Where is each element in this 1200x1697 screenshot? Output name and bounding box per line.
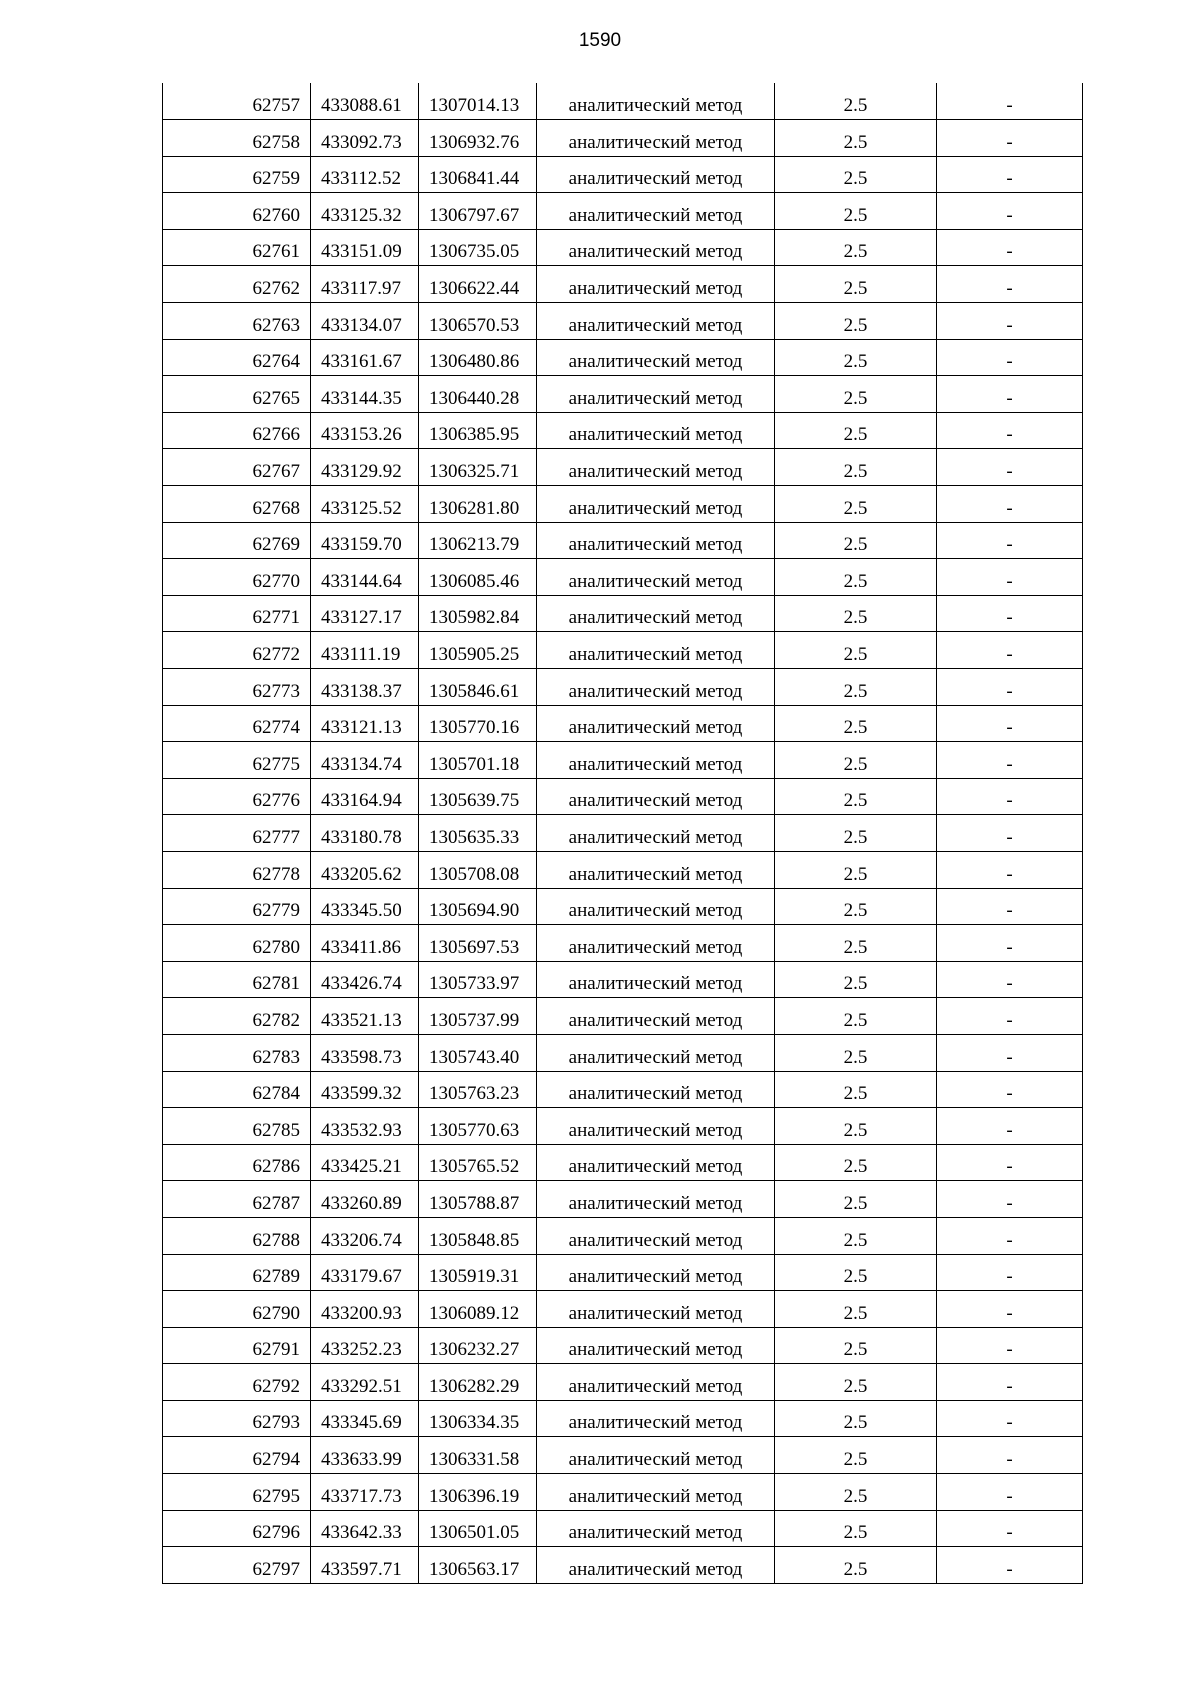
note-cell: -	[937, 1364, 1083, 1401]
note-cell: -	[937, 778, 1083, 815]
accuracy-cell: 2.5	[775, 559, 937, 596]
x-coordinate-cell: 433144.64	[311, 559, 419, 596]
table-row	[163, 998, 1083, 1035]
note-cell: -	[937, 522, 1083, 559]
y-coordinate-cell: 1306089.12	[419, 1291, 537, 1328]
accuracy-cell: 2.5	[775, 1364, 937, 1401]
accuracy-cell: 2.5	[775, 1217, 937, 1254]
table-row	[163, 815, 1083, 852]
point-number-cell: 62771	[163, 595, 311, 632]
accuracy-cell: 2.5	[775, 486, 937, 523]
x-coordinate-cell: 433161.67	[311, 339, 419, 376]
x-coordinate-cell: 433260.89	[311, 1181, 419, 1218]
x-coordinate-cell: 433521.13	[311, 998, 419, 1035]
x-coordinate-cell: 433200.93	[311, 1291, 419, 1328]
note-cell: -	[937, 449, 1083, 486]
note-cell: -	[937, 1437, 1083, 1474]
y-coordinate-cell: 1305846.61	[419, 669, 537, 706]
x-coordinate-cell: 433252.23	[311, 1327, 419, 1364]
y-coordinate-cell: 1306232.27	[419, 1327, 537, 1364]
x-coordinate-cell: 433134.07	[311, 303, 419, 340]
accuracy-cell: 2.5	[775, 1510, 937, 1547]
method-cell: аналитический метод	[537, 705, 775, 742]
accuracy-cell: 2.5	[775, 1547, 937, 1584]
method-cell: аналитический метод	[537, 193, 775, 230]
point-number-cell: 62779	[163, 888, 311, 925]
method-cell: аналитический метод	[537, 1327, 775, 1364]
accuracy-cell: 2.5	[775, 778, 937, 815]
table-row	[163, 83, 1083, 120]
accuracy-cell: 2.5	[775, 193, 937, 230]
table-row	[163, 339, 1083, 376]
table-row	[163, 1071, 1083, 1108]
y-coordinate-cell: 1307014.13	[419, 83, 537, 120]
point-number-cell: 62765	[163, 376, 311, 413]
method-cell: аналитический метод	[537, 156, 775, 193]
x-coordinate-cell: 433134.74	[311, 742, 419, 779]
table-row	[163, 486, 1083, 523]
y-coordinate-cell: 1305737.99	[419, 998, 537, 1035]
y-coordinate-cell: 1306385.95	[419, 412, 537, 449]
y-coordinate-cell: 1305770.63	[419, 1108, 537, 1145]
accuracy-cell: 2.5	[775, 851, 937, 888]
accuracy-cell: 2.5	[775, 266, 937, 303]
y-coordinate-cell: 1306932.76	[419, 120, 537, 157]
y-coordinate-cell: 1306325.71	[419, 449, 537, 486]
table-row	[163, 1474, 1083, 1511]
x-coordinate-cell: 433345.69	[311, 1400, 419, 1437]
method-cell: аналитический метод	[537, 559, 775, 596]
page-number: 1590	[578, 30, 622, 51]
note-cell: -	[937, 1400, 1083, 1437]
accuracy-cell: 2.5	[775, 1254, 937, 1291]
table-row	[163, 669, 1083, 706]
accuracy-cell: 2.5	[775, 83, 937, 120]
y-coordinate-cell: 1306480.86	[419, 339, 537, 376]
method-cell: аналитический метод	[537, 1217, 775, 1254]
table-row	[163, 266, 1083, 303]
y-coordinate-cell: 1306563.17	[419, 1547, 537, 1584]
note-cell: -	[937, 888, 1083, 925]
x-coordinate-cell: 433125.52	[311, 486, 419, 523]
point-number-cell: 62757	[163, 83, 311, 120]
note-cell: -	[937, 1254, 1083, 1291]
method-cell: аналитический метод	[537, 815, 775, 852]
note-cell: -	[937, 851, 1083, 888]
y-coordinate-cell: 1305788.87	[419, 1181, 537, 1218]
method-cell: аналитический метод	[537, 1071, 775, 1108]
y-coordinate-cell: 1306331.58	[419, 1437, 537, 1474]
point-number-cell: 62794	[163, 1437, 311, 1474]
x-coordinate-cell: 433125.32	[311, 193, 419, 230]
table-row	[163, 1364, 1083, 1401]
note-cell: -	[937, 1547, 1083, 1584]
table-row	[163, 595, 1083, 632]
accuracy-cell: 2.5	[775, 522, 937, 559]
point-number-cell: 62774	[163, 705, 311, 742]
method-cell: аналитический метод	[537, 1108, 775, 1145]
point-number-cell: 62766	[163, 412, 311, 449]
accuracy-cell: 2.5	[775, 229, 937, 266]
table-row	[163, 1327, 1083, 1364]
accuracy-cell: 2.5	[775, 742, 937, 779]
method-cell: аналитический метод	[537, 449, 775, 486]
x-coordinate-cell: 433111.19	[311, 632, 419, 669]
method-cell: аналитический метод	[537, 266, 775, 303]
y-coordinate-cell: 1305982.84	[419, 595, 537, 632]
x-coordinate-cell: 433426.74	[311, 961, 419, 998]
y-coordinate-cell: 1305694.90	[419, 888, 537, 925]
x-coordinate-cell: 433144.35	[311, 376, 419, 413]
x-coordinate-cell: 433180.78	[311, 815, 419, 852]
method-cell: аналитический метод	[537, 742, 775, 779]
x-coordinate-cell: 433642.33	[311, 1510, 419, 1547]
table-row	[163, 1510, 1083, 1547]
table-row	[163, 559, 1083, 596]
note-cell: -	[937, 961, 1083, 998]
method-cell: аналитический метод	[537, 1364, 775, 1401]
method-cell: аналитический метод	[537, 1034, 775, 1071]
accuracy-cell: 2.5	[775, 888, 937, 925]
accuracy-cell: 2.5	[775, 1181, 937, 1218]
note-cell: -	[937, 998, 1083, 1035]
x-coordinate-cell: 433117.97	[311, 266, 419, 303]
y-coordinate-cell: 1306282.29	[419, 1364, 537, 1401]
method-cell: аналитический метод	[537, 1510, 775, 1547]
point-number-cell: 62790	[163, 1291, 311, 1328]
x-coordinate-cell: 433112.52	[311, 156, 419, 193]
table-row	[163, 193, 1083, 230]
note-cell: -	[937, 669, 1083, 706]
point-number-cell: 62760	[163, 193, 311, 230]
table-row	[163, 1437, 1083, 1474]
x-coordinate-cell: 433129.92	[311, 449, 419, 486]
note-cell: -	[937, 120, 1083, 157]
accuracy-cell: 2.5	[775, 705, 937, 742]
point-number-cell: 62777	[163, 815, 311, 852]
point-number-cell: 62787	[163, 1181, 311, 1218]
method-cell: аналитический метод	[537, 303, 775, 340]
note-cell: -	[937, 705, 1083, 742]
y-coordinate-cell: 1306570.53	[419, 303, 537, 340]
x-coordinate-cell: 433345.50	[311, 888, 419, 925]
point-number-cell: 62761	[163, 229, 311, 266]
accuracy-cell: 2.5	[775, 1400, 937, 1437]
point-number-cell: 62767	[163, 449, 311, 486]
table-row	[163, 120, 1083, 157]
table-row	[163, 1291, 1083, 1328]
method-cell: аналитический метод	[537, 229, 775, 266]
point-number-cell: 62789	[163, 1254, 311, 1291]
table-row	[163, 522, 1083, 559]
y-coordinate-cell: 1306622.44	[419, 266, 537, 303]
method-cell: аналитический метод	[537, 632, 775, 669]
point-number-cell: 62770	[163, 559, 311, 596]
table-row	[163, 1181, 1083, 1218]
method-cell: аналитический метод	[537, 1437, 775, 1474]
accuracy-cell: 2.5	[775, 998, 937, 1035]
accuracy-cell: 2.5	[775, 156, 937, 193]
method-cell: аналитический метод	[537, 1400, 775, 1437]
table-row	[163, 376, 1083, 413]
method-cell: аналитический метод	[537, 669, 775, 706]
note-cell: -	[937, 1034, 1083, 1071]
note-cell: -	[937, 1071, 1083, 1108]
point-number-cell: 62776	[163, 778, 311, 815]
point-number-cell: 62782	[163, 998, 311, 1035]
accuracy-cell: 2.5	[775, 1327, 937, 1364]
accuracy-cell: 2.5	[775, 1071, 937, 1108]
table-row	[163, 412, 1083, 449]
y-coordinate-cell: 1306841.44	[419, 156, 537, 193]
x-coordinate-cell: 433092.73	[311, 120, 419, 157]
y-coordinate-cell: 1305697.53	[419, 925, 537, 962]
table-row	[163, 1217, 1083, 1254]
point-number-cell: 62785	[163, 1108, 311, 1145]
point-number-cell: 62784	[163, 1071, 311, 1108]
point-number-cell: 62780	[163, 925, 311, 962]
note-cell: -	[937, 1181, 1083, 1218]
note-cell: -	[937, 229, 1083, 266]
note-cell: -	[937, 376, 1083, 413]
y-coordinate-cell: 1305743.40	[419, 1034, 537, 1071]
accuracy-cell: 2.5	[775, 1108, 937, 1145]
accuracy-cell: 2.5	[775, 632, 937, 669]
note-cell: -	[937, 559, 1083, 596]
x-coordinate-cell: 433153.26	[311, 412, 419, 449]
point-number-cell: 62769	[163, 522, 311, 559]
accuracy-cell: 2.5	[775, 412, 937, 449]
note-cell: -	[937, 339, 1083, 376]
note-cell: -	[937, 1291, 1083, 1328]
x-coordinate-cell: 433206.74	[311, 1217, 419, 1254]
method-cell: аналитический метод	[537, 120, 775, 157]
y-coordinate-cell: 1306334.35	[419, 1400, 537, 1437]
point-number-cell: 62797	[163, 1547, 311, 1584]
x-coordinate-cell: 433159.70	[311, 522, 419, 559]
point-number-cell: 62791	[163, 1327, 311, 1364]
note-cell: -	[937, 1144, 1083, 1181]
point-number-cell: 62773	[163, 669, 311, 706]
y-coordinate-cell: 1306281.80	[419, 486, 537, 523]
y-coordinate-cell: 1306735.05	[419, 229, 537, 266]
method-cell: аналитический метод	[537, 412, 775, 449]
x-coordinate-cell: 433411.86	[311, 925, 419, 962]
accuracy-cell: 2.5	[775, 1291, 937, 1328]
note-cell: -	[937, 303, 1083, 340]
accuracy-cell: 2.5	[775, 669, 937, 706]
accuracy-cell: 2.5	[775, 1144, 937, 1181]
table-row	[163, 851, 1083, 888]
x-coordinate-cell: 433425.21	[311, 1144, 419, 1181]
accuracy-cell: 2.5	[775, 120, 937, 157]
point-number-cell: 62775	[163, 742, 311, 779]
point-number-cell: 62795	[163, 1474, 311, 1511]
method-cell: аналитический метод	[537, 486, 775, 523]
table-row	[163, 229, 1083, 266]
note-cell: -	[937, 815, 1083, 852]
point-number-cell: 62796	[163, 1510, 311, 1547]
y-coordinate-cell: 1306396.19	[419, 1474, 537, 1511]
x-coordinate-cell: 433292.51	[311, 1364, 419, 1401]
method-cell: аналитический метод	[537, 1474, 775, 1511]
y-coordinate-cell: 1305763.23	[419, 1071, 537, 1108]
note-cell: -	[937, 486, 1083, 523]
table-row	[163, 449, 1083, 486]
point-number-cell: 62764	[163, 339, 311, 376]
point-number-cell: 62788	[163, 1217, 311, 1254]
note-cell: -	[937, 266, 1083, 303]
y-coordinate-cell: 1305765.52	[419, 1144, 537, 1181]
method-cell: аналитический метод	[537, 339, 775, 376]
point-number-cell: 62793	[163, 1400, 311, 1437]
note-cell: -	[937, 925, 1083, 962]
table-row	[163, 303, 1083, 340]
table-row	[163, 1144, 1083, 1181]
y-coordinate-cell: 1305905.25	[419, 632, 537, 669]
method-cell: аналитический метод	[537, 961, 775, 998]
method-cell: аналитический метод	[537, 83, 775, 120]
coordinates-table	[162, 83, 1083, 1584]
method-cell: аналитический метод	[537, 1144, 775, 1181]
accuracy-cell: 2.5	[775, 303, 937, 340]
y-coordinate-cell: 1306797.67	[419, 193, 537, 230]
y-coordinate-cell: 1305919.31	[419, 1254, 537, 1291]
table-row	[163, 742, 1083, 779]
note-cell: -	[937, 595, 1083, 632]
y-coordinate-cell: 1305701.18	[419, 742, 537, 779]
table-row	[163, 961, 1083, 998]
method-cell: аналитический метод	[537, 1547, 775, 1584]
method-cell: аналитический метод	[537, 595, 775, 632]
accuracy-cell: 2.5	[775, 376, 937, 413]
x-coordinate-cell: 433597.71	[311, 1547, 419, 1584]
y-coordinate-cell: 1305848.85	[419, 1217, 537, 1254]
x-coordinate-cell: 433088.61	[311, 83, 419, 120]
y-coordinate-cell: 1305635.33	[419, 815, 537, 852]
note-cell: -	[937, 632, 1083, 669]
table-row	[163, 1108, 1083, 1145]
x-coordinate-cell: 433599.32	[311, 1071, 419, 1108]
x-coordinate-cell: 433598.73	[311, 1034, 419, 1071]
accuracy-cell: 2.5	[775, 339, 937, 376]
method-cell: аналитический метод	[537, 851, 775, 888]
y-coordinate-cell: 1305639.75	[419, 778, 537, 815]
x-coordinate-cell: 433633.99	[311, 1437, 419, 1474]
y-coordinate-cell: 1306501.05	[419, 1510, 537, 1547]
table-row	[163, 705, 1083, 742]
point-number-cell: 62792	[163, 1364, 311, 1401]
point-number-cell: 62772	[163, 632, 311, 669]
accuracy-cell: 2.5	[775, 961, 937, 998]
table-row	[163, 778, 1083, 815]
accuracy-cell: 2.5	[775, 1437, 937, 1474]
y-coordinate-cell: 1305733.97	[419, 961, 537, 998]
x-coordinate-cell: 433151.09	[311, 229, 419, 266]
point-number-cell: 62783	[163, 1034, 311, 1071]
point-number-cell: 62786	[163, 1144, 311, 1181]
y-coordinate-cell: 1305770.16	[419, 705, 537, 742]
table-row	[163, 156, 1083, 193]
accuracy-cell: 2.5	[775, 925, 937, 962]
x-coordinate-cell: 433164.94	[311, 778, 419, 815]
accuracy-cell: 2.5	[775, 815, 937, 852]
method-cell: аналитический метод	[537, 925, 775, 962]
table-row	[163, 925, 1083, 962]
x-coordinate-cell: 433532.93	[311, 1108, 419, 1145]
accuracy-cell: 2.5	[775, 595, 937, 632]
point-number-cell: 62763	[163, 303, 311, 340]
note-cell: -	[937, 1474, 1083, 1511]
method-cell: аналитический метод	[537, 778, 775, 815]
table-row	[163, 1034, 1083, 1071]
note-cell: -	[937, 193, 1083, 230]
note-cell: -	[937, 1217, 1083, 1254]
note-cell: -	[937, 156, 1083, 193]
table-row	[163, 1400, 1083, 1437]
point-number-cell: 62768	[163, 486, 311, 523]
method-cell: аналитический метод	[537, 1181, 775, 1218]
note-cell: -	[937, 1510, 1083, 1547]
note-cell: -	[937, 1327, 1083, 1364]
note-cell: -	[937, 1108, 1083, 1145]
x-coordinate-cell: 433121.13	[311, 705, 419, 742]
note-cell: -	[937, 412, 1083, 449]
x-coordinate-cell: 433205.62	[311, 851, 419, 888]
method-cell: аналитический метод	[537, 1291, 775, 1328]
method-cell: аналитический метод	[537, 1254, 775, 1291]
table-row	[163, 632, 1083, 669]
method-cell: аналитический метод	[537, 998, 775, 1035]
table-row	[163, 888, 1083, 925]
y-coordinate-cell: 1306213.79	[419, 522, 537, 559]
x-coordinate-cell: 433179.67	[311, 1254, 419, 1291]
note-cell: -	[937, 742, 1083, 779]
point-number-cell: 62778	[163, 851, 311, 888]
method-cell: аналитический метод	[537, 888, 775, 925]
point-number-cell: 62758	[163, 120, 311, 157]
note-cell: -	[937, 83, 1083, 120]
x-coordinate-cell: 433717.73	[311, 1474, 419, 1511]
y-coordinate-cell: 1305708.08	[419, 851, 537, 888]
method-cell: аналитический метод	[537, 522, 775, 559]
y-coordinate-cell: 1306440.28	[419, 376, 537, 413]
accuracy-cell: 2.5	[775, 449, 937, 486]
accuracy-cell: 2.5	[775, 1034, 937, 1071]
coordinates-table-body	[163, 83, 1083, 1583]
x-coordinate-cell: 433138.37	[311, 669, 419, 706]
accuracy-cell: 2.5	[775, 1474, 937, 1511]
point-number-cell: 62762	[163, 266, 311, 303]
method-cell: аналитический метод	[537, 376, 775, 413]
table-row	[163, 1547, 1083, 1584]
y-coordinate-cell: 1306085.46	[419, 559, 537, 596]
point-number-cell: 62781	[163, 961, 311, 998]
point-number-cell: 62759	[163, 156, 311, 193]
x-coordinate-cell: 433127.17	[311, 595, 419, 632]
table-row	[163, 1254, 1083, 1291]
